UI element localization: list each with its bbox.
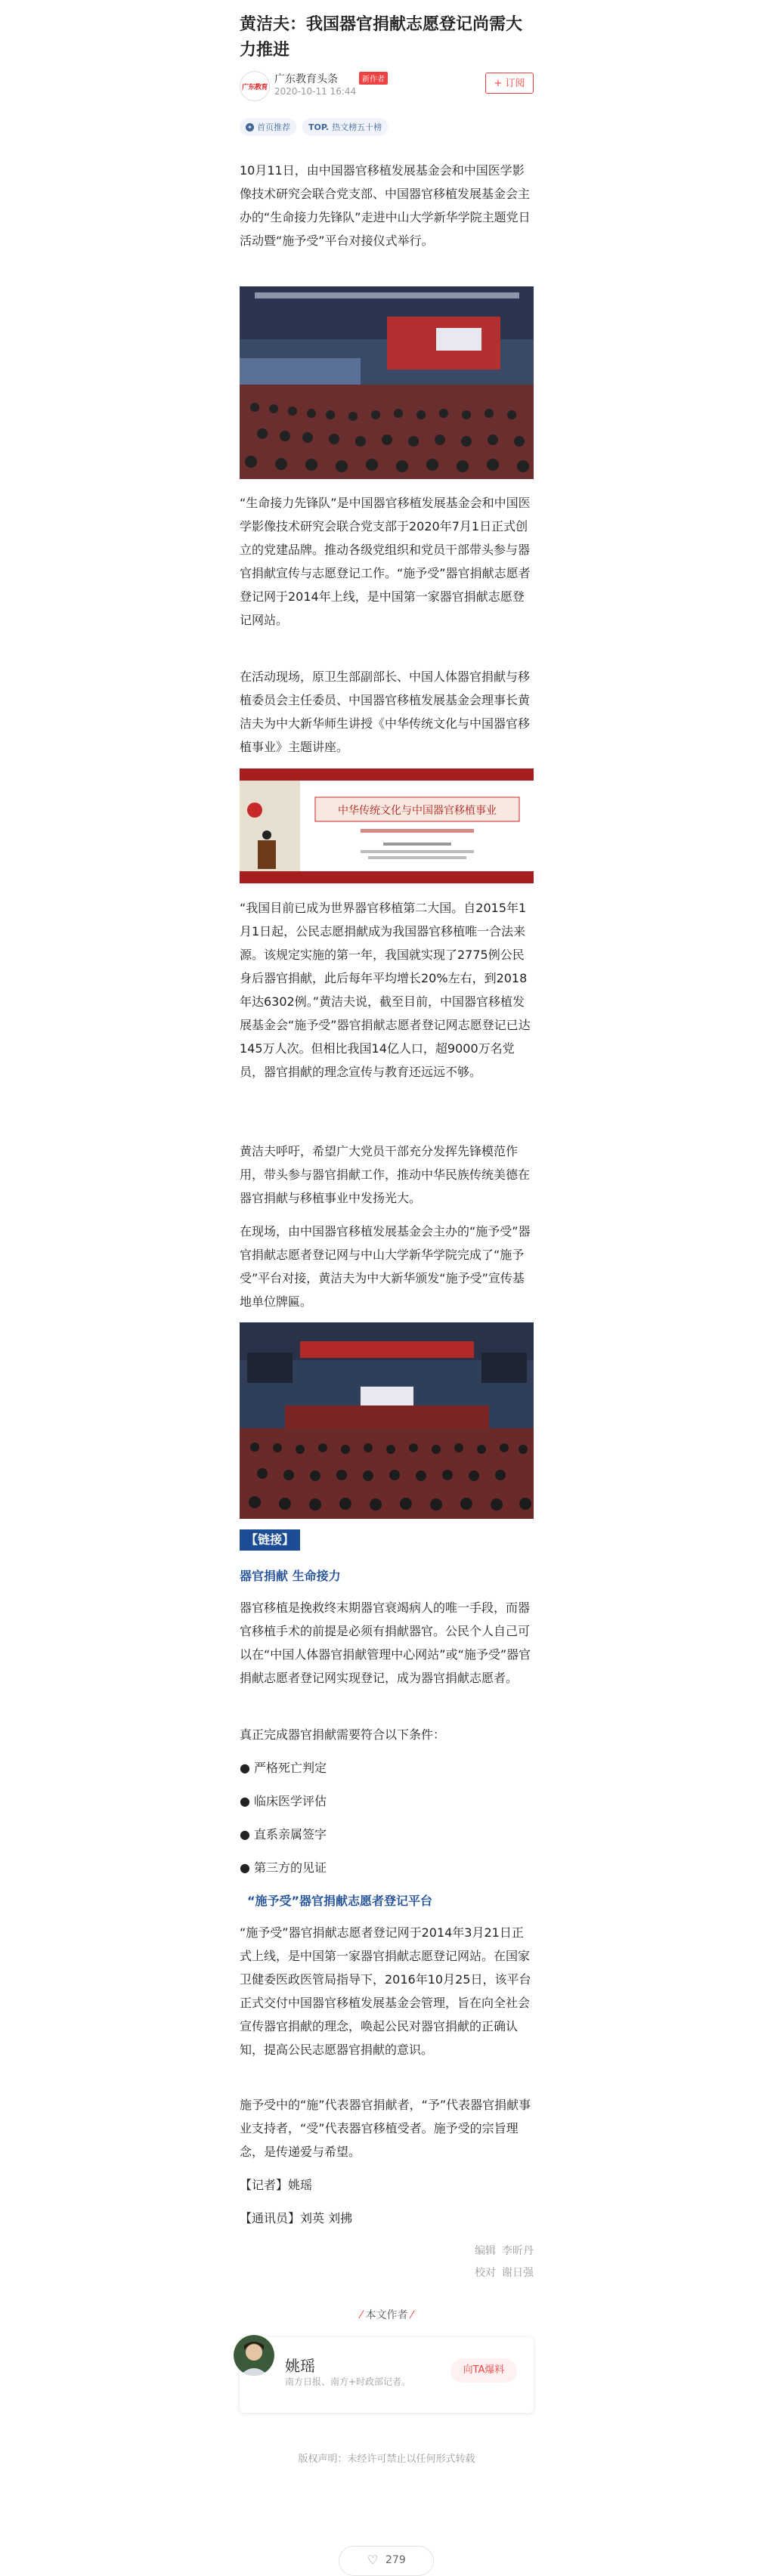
editor-name: 李昕丹 (502, 2245, 534, 2257)
tag-row (240, 118, 388, 136)
list-item: ● 临床医学评估 (240, 1794, 327, 1808)
star-icon: ✦ (246, 123, 254, 131)
link-section-label: 【链接】 (240, 1529, 300, 1551)
section-title: “施予受”器官捐献志愿者登记平台 (247, 1894, 433, 1908)
list-item: ● 严格死亡判定 (240, 1761, 327, 1775)
section-title: 器官捐献 生命接力 (240, 1569, 341, 1583)
author-name[interactable]: 广东教育头条 (274, 73, 338, 85)
tag-label: 首页推荐 (257, 122, 290, 132)
paragraph: 10月11日，由中国器官移植发展基金会和中国医学影像技术研究会联合党支部、中国器官移植发展基金会主办的“生命接力先锋队”走进中山大学新华学院主题党日活动暨“施予受”平台对接仪式举行。 (240, 163, 531, 248)
tag-label: 热文榜五十榜 (332, 122, 382, 132)
author-logo[interactable] (240, 71, 270, 101)
paragraph: 施予受中的“施”代表器官捐献者，“予”代表器官捐献事业支持者，“受”代表器官移植受者。施予受的宗旨理念，是传递爱与希望。 (240, 2098, 531, 2159)
list-item: ● 直系亲属签字 (240, 1827, 327, 1842)
paragraph: 在现场，由中国器官移植发展基金会主办的“施予受”器官捐献志愿者登记网与中山大学新华学院完成了“施予受”平台对接，黄洁夫为中大新华颁发“施予受”宣传基地单位牌匾。 (240, 1224, 531, 1309)
logo-text: 广东教育 (241, 83, 268, 91)
editor-label: 编辑 (475, 2245, 496, 2257)
paragraph: 真正完成器官捐献需要符合以下条件： (240, 1727, 446, 1742)
author-header (240, 70, 534, 101)
proof-name: 谢日强 (502, 2267, 534, 2279)
paragraph: 在活动现场，原卫生部副部长、中国人体器官捐献与移植委员会主任委员、中国器官移植发展基金会理事长黄洁夫为中大新华师生讲授《中华传统文化与中国器官移植事业》主题讲座。 (240, 670, 531, 754)
paragraph: “施予受”器官捐献志愿者登记网于2014年3月21日正式上线，是中国第一家器官捐献志愿登记网站。在国家卫健委医政医管局指导下，2016年10月25日，该平台正式交付中国器官移植发展基金会管理，旨在向全社会宣传器官捐献的理念，唤起公民对器官捐献的正确认知，提高公民志愿器官捐献的意识。 (240, 1925, 531, 2057)
slash-left-icon: ⁄ (360, 2309, 363, 2321)
photo-auditorium[interactable] (240, 286, 534, 479)
publish-date: 2020-10-11 16:44 (274, 86, 357, 97)
paragraph: 器官移植是挽救终末期器官衰竭病人的唯一手段，而器官移植手术的前提是必须有捐献器官。公民个人自己可以在“中国人体器官捐献管理中心网站”或“施予受”器官捐献志愿者登记网实现登记，成为器官捐献志愿者。 (240, 1600, 531, 1685)
editor-credit (469, 2243, 534, 2258)
paragraph: 黄洁夫呼吁，希望广大党员干部充分发挥先锋模范作用，带头参与器官捐献工作，推动中华民族传统美德在器官捐献与移植事业中发扬光大。 (240, 1144, 531, 1205)
proof-label: 校对 (475, 2267, 496, 2279)
slash-right-icon: ⁄ (410, 2309, 413, 2321)
card-author-name[interactable]: 姚瑶 (285, 2357, 315, 2375)
photo-lecture-slide[interactable] (240, 768, 534, 883)
tag-prefix: TOP. (308, 122, 330, 132)
paragraph: “我国目前已成为世界器官移植第二大国。自2015年1月1日起，公民志愿捐献成为我国器官移植唯一合法来源。该规定实施的第一年，我国就实现了2775例公民身后器官捐献，此后每年平均增长20%左右，到2018年达6302例。”黄洁夫说，截至目前，中国器官移植发展基金会“施予受”器官捐献志愿者登记网志愿登记已达145万人次。但相比我国14亿人口，超9000万名党员，器官捐献的理念宣传与教育还远远不够。 (240, 901, 531, 1079)
tip-off-button[interactable]: 向TA爆料 (450, 2358, 517, 2383)
article-title: 黄洁夫：我国器官捐献志愿登记尚需大力推进 (240, 15, 523, 60)
copyright-notice: 版权声明：未经许可禁止以任何形式转载 (298, 2454, 475, 2465)
photo-ceremony[interactable] (240, 1322, 534, 1519)
author-avatar[interactable] (234, 2335, 274, 2376)
tag-homepage[interactable] (240, 118, 296, 136)
subscribe-button[interactable]: + 订阅 (485, 73, 534, 94)
like-button[interactable] (339, 2546, 434, 2576)
card-author-desc: 南方日报、南方+时政部记者。 (285, 2377, 411, 2387)
author-section-title (240, 2307, 534, 2322)
correspondent-line: 【通讯员】刘英 刘拂 (240, 2211, 353, 2225)
author-card (240, 2337, 534, 2413)
paragraph: “生命接力先锋队”是中国器官移植发展基金会和中国医学影像技术研究会联合党支部于2020年7月1日正式创立的党建品牌。推动各级党组织和党员干部带头参与器官捐献宣传与志愿登记工作。“施予受”器官捐献志愿者登记网于2014年上线，是中国第一家器官捐献志愿登记网站。 (240, 496, 531, 627)
like-count: 279 (385, 2554, 406, 2566)
tag-hot-list[interactable] (302, 118, 388, 136)
reporter-line: 【记者】姚瑶 (240, 2178, 313, 2192)
proofreader-credit (469, 2265, 534, 2280)
author-section-label: 本文作者 (365, 2309, 408, 2321)
author-badge: 新作者 (359, 72, 388, 85)
slide-title: 中华传统文化与中国器官移植事业 (338, 805, 497, 817)
heart-icon: ♡ (367, 2553, 379, 2567)
list-item: ● 第三方的见证 (240, 1860, 327, 1875)
